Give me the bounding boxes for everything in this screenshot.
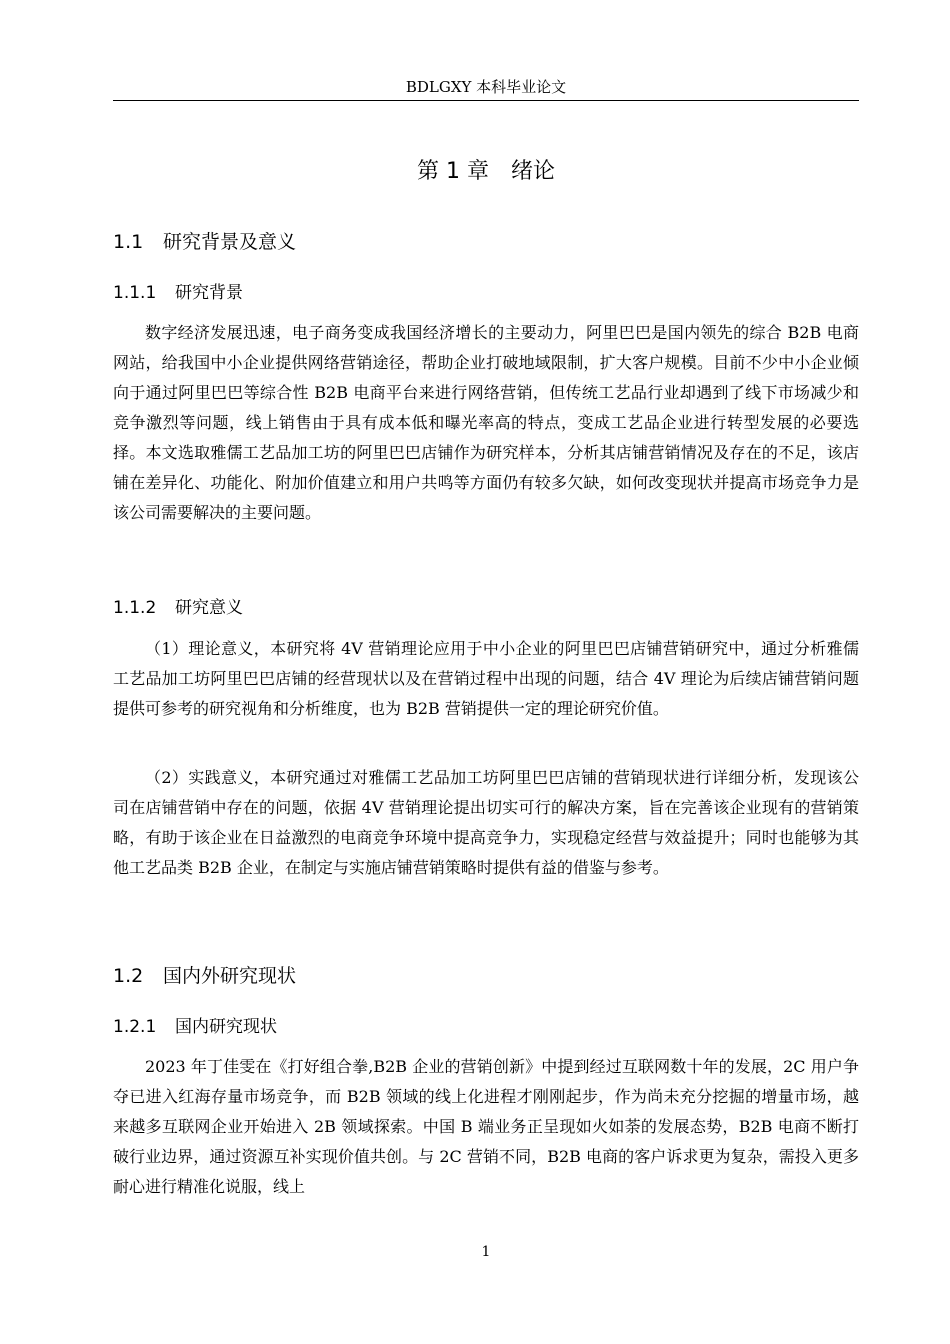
subsection-number: 1.1.1 xyxy=(113,283,157,303)
section-number: 1.2 xyxy=(113,965,144,987)
running-header: BDLGXY 本科毕业论文 xyxy=(405,78,567,96)
page-number: 1 xyxy=(481,1244,491,1260)
section-title: 研究背景及意义 xyxy=(163,231,297,253)
paragraph-practical-significance: （2）实践意义，本研究通过对雅儒工艺品加工坊阿里巴巴店铺的营销现状进行详细分析，发现该公司在店铺营销中存在的问题，依据 4V 营销理论提出切实可行的解决方案，旨在完善该企业现有的营销策略，有助于该企业在日益激烈的电商竞争环境中提高竞争力，实现稳定经营与效益提升；同时也能够为其他工艺品类 B2B 企业，在制定与实施店铺营销策略时提供有益的借鉴与参考。 xyxy=(113,768,859,877)
section-heading-1-2 xyxy=(113,962,296,990)
section-heading-1-1 xyxy=(113,228,296,256)
subsection-title: 国内研究现状 xyxy=(175,1017,277,1037)
chapter-title: 绪论 xyxy=(510,159,555,184)
header-rule xyxy=(113,100,859,101)
paragraph-domestic-research: 2023 年丁佳雯在《打好组合拳,B2B 企业的营销创新》中提到经过互联网数十年的发展，2C 用户争夺已进入红海存量市场竞争，而 B2B 领域的线上化进程才刚刚起步，作为尚未充分挖掘的增量市场，越来越多互联网企业开始进入 2B 领域探索。中国 B 端业务正呈现如火如荼的发展态势，B2B 电商不断打破行业边界，通过资源互补实现价值共创。与 2C 营销不同，B2B 电商的客户诉求更为复杂，需投入更多耐心进行精准化说服，线上 xyxy=(113,1057,859,1196)
section-title: 国内外研究现状 xyxy=(163,965,297,987)
paragraph-theoretical-significance: （1）理论意义，本研究将 4V 营销理论应用于中小企业的阿里巴巴店铺营销研究中，通过分析雅儒工艺品加工坊阿里巴巴店铺的经营现状以及在营销过程中出现的问题，结合 4V 理论为后续店铺营销问题提供可参考的研究视角和分析维度，也为 B2B 营销提供一定的理论研究价值。 xyxy=(113,639,859,718)
chapter-number: 第 1 章 xyxy=(417,159,489,184)
subsection-number: 1.2.1 xyxy=(113,1017,157,1037)
subsection-title: 研究意义 xyxy=(175,598,243,618)
subsection-heading-1-1-1 xyxy=(113,280,243,306)
subsection-title: 研究背景 xyxy=(175,283,243,303)
subsection-heading-1-1-2 xyxy=(113,595,243,621)
section-number: 1.1 xyxy=(113,231,144,253)
chapter-heading xyxy=(113,156,859,188)
paragraph-research-background: 数字经济发展迅速，电子商务变成我国经济增长的主要动力，阿里巴巴是国内领先的综合 B2B 电商网站，给我国中小企业提供网络营销途径，帮助企业打破地域限制，扩大客户规模。目前不少中小企业倾向于通过阿里巴巴等综合性 B2B 电商平台来进行网络营销，但传统工艺品行业却遇到了线下市场减少和竞争激烈等问题，线上销售由于具有成本低和曝光率高的特点，变成工艺品企业进行转型发展的必要选择。本文选取雅儒工艺品加工坊的阿里巴巴店铺作为研究样本，分析其店铺营销情况及存在的不足，该店铺在差异化、功能化、附加价值建立和用户共鸣等方面仍有较多欠缺，如何改变现状并提高市场竞争力是该公司需要解决的主要问题。 xyxy=(113,323,859,522)
subsection-heading-1-2-1 xyxy=(113,1014,277,1040)
subsection-number: 1.1.2 xyxy=(113,598,157,618)
